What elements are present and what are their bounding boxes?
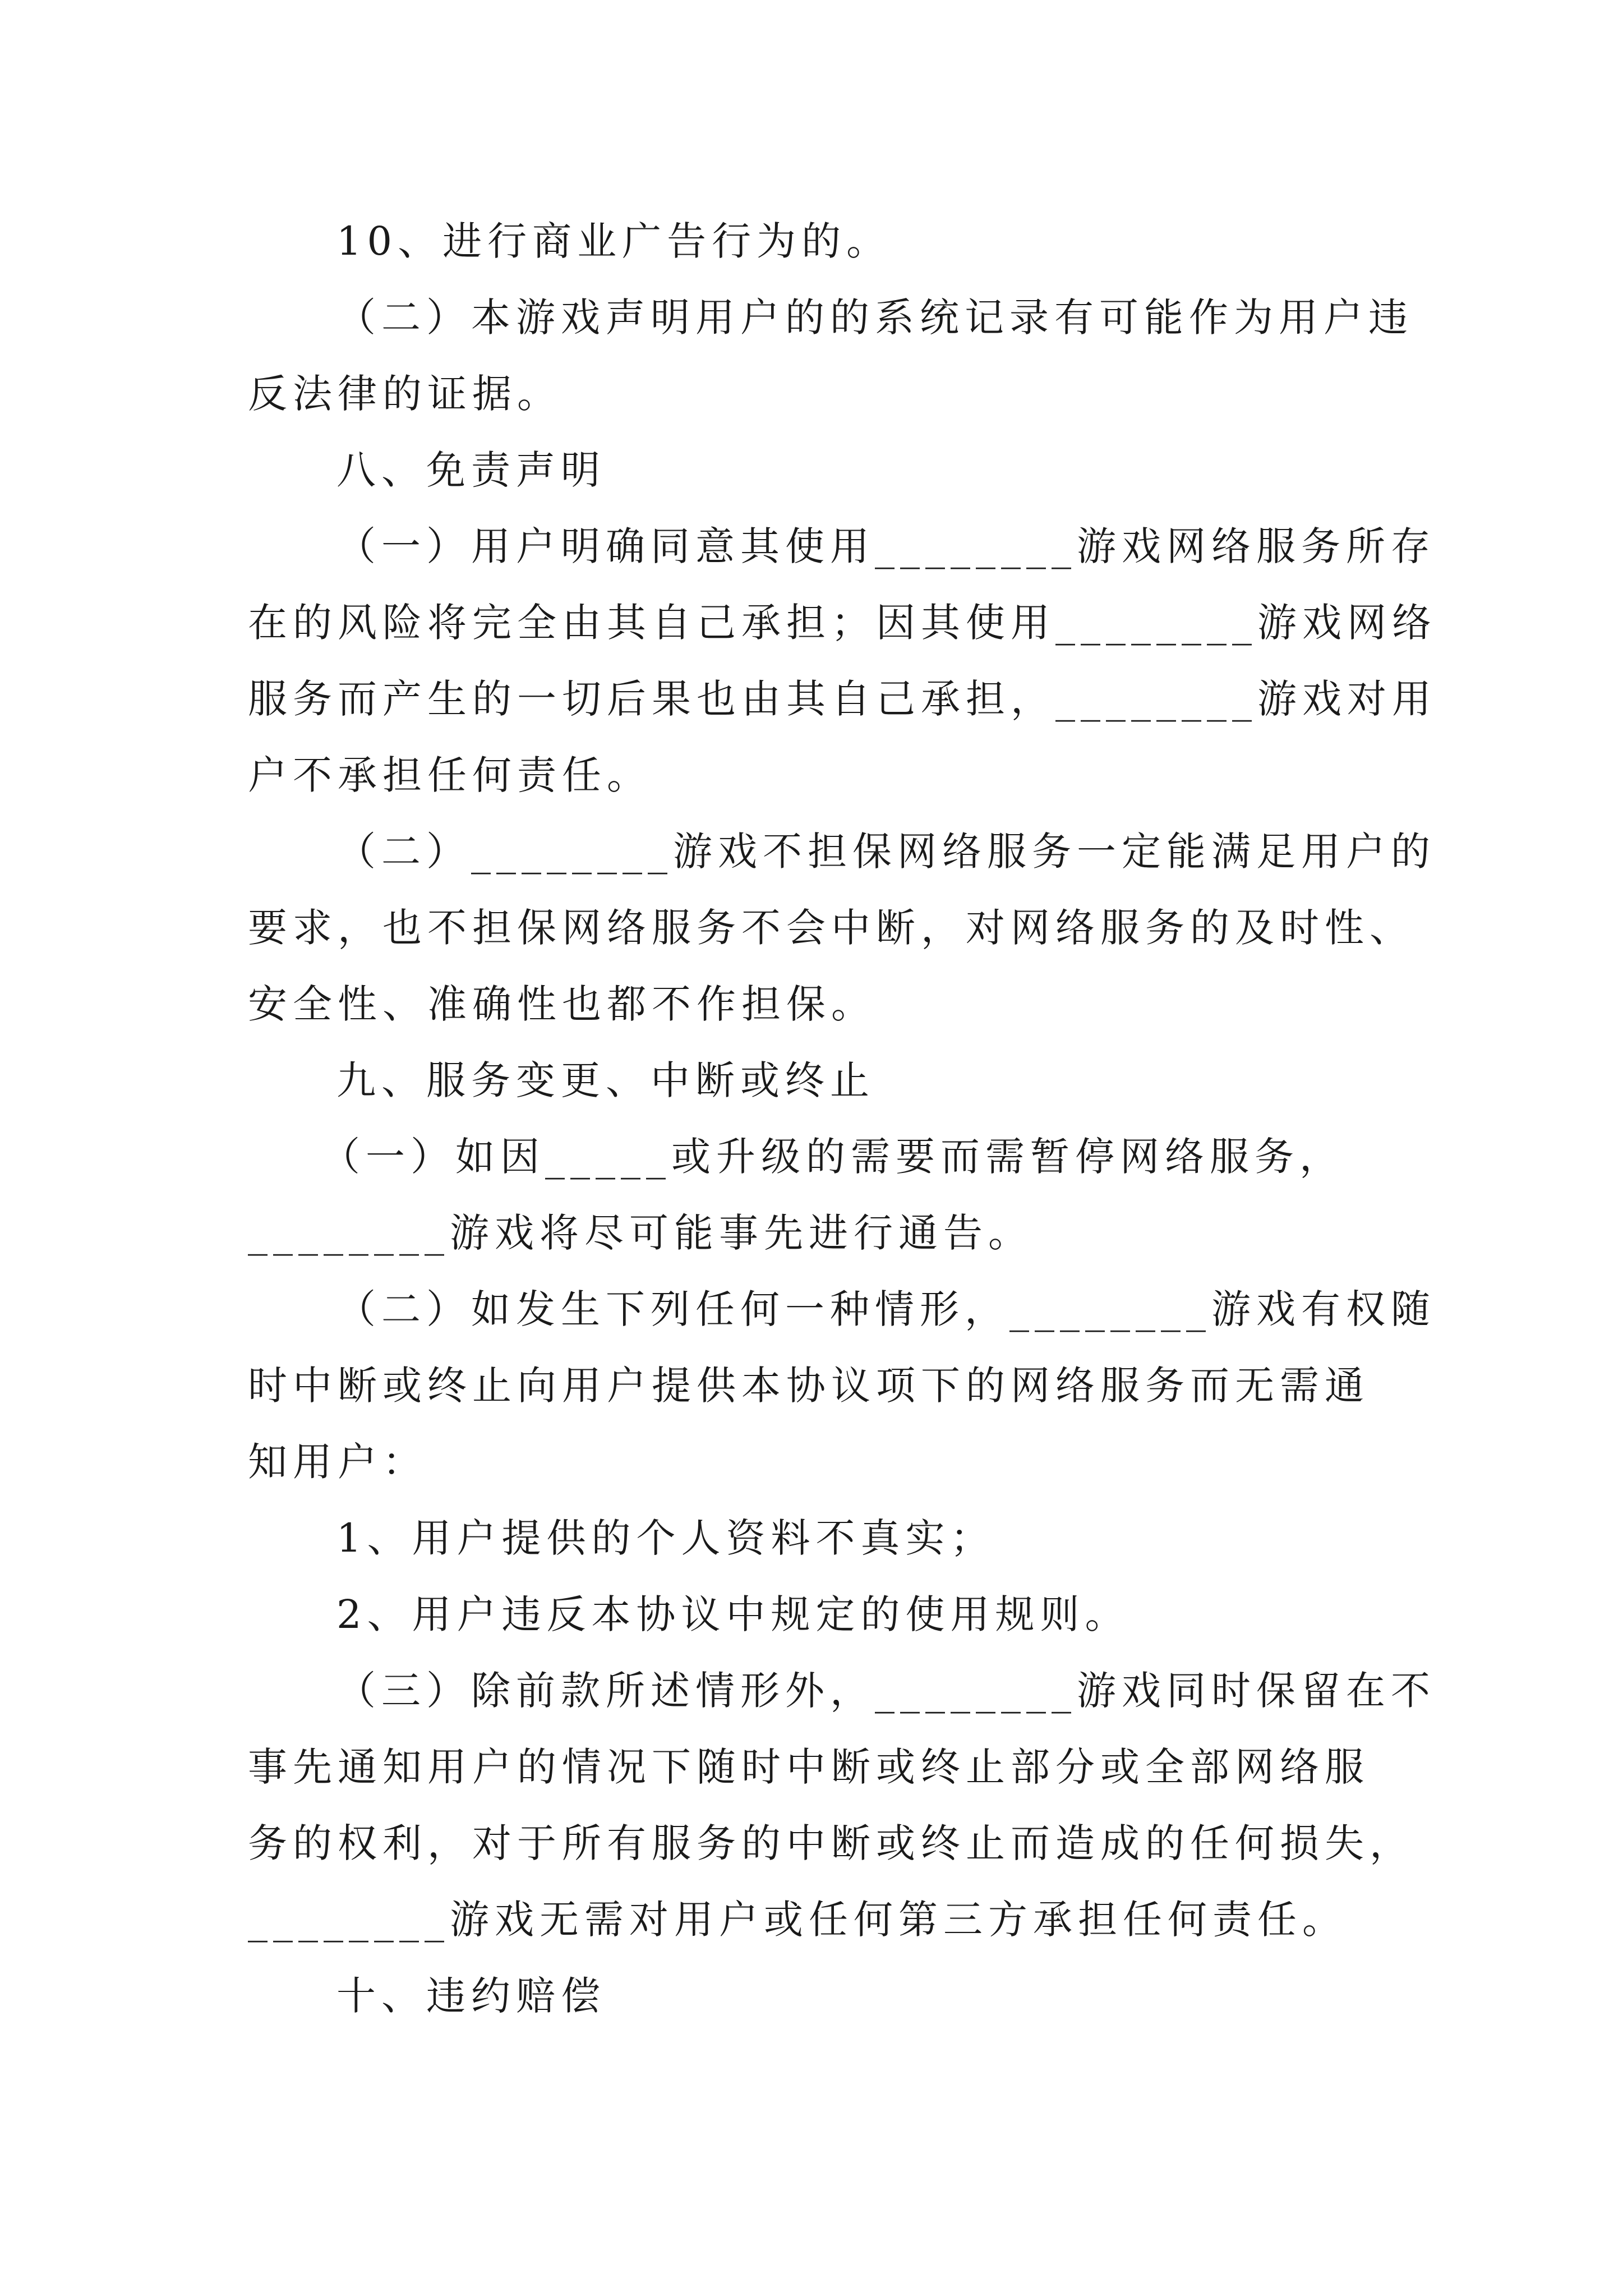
text-line: （二）如发生下列任何一种情形，________游戏有权随 bbox=[336, 1286, 1436, 1332]
section-heading: 九、服务变更、中断或终止 bbox=[336, 1057, 875, 1103]
list-item: 2、用户违反本协议中规定的使用规则。 bbox=[336, 1591, 1130, 1637]
text-line: （一）用户明确同意其使用________游戏网络服务所存 bbox=[336, 523, 1436, 569]
text-line: 户不承担任何责任。 bbox=[248, 752, 652, 798]
section-heading: 八、免责声明 bbox=[336, 447, 606, 493]
text-line: 知用户： bbox=[248, 1439, 427, 1485]
text-line: （二）本游戏声明用户的的系统记录有可能作为用户违 bbox=[336, 295, 1413, 341]
text-line: 在的风险将完全由其自己承担；因其使用________游戏网络 bbox=[248, 600, 1437, 646]
text-line: （三）除前款所述情形外，________游戏同时保留在不 bbox=[336, 1668, 1436, 1714]
text-line: 服务而产生的一切后果也由其自己承担，________游戏对用 bbox=[248, 676, 1437, 722]
text-line: 反法律的证据。 bbox=[248, 371, 562, 417]
text-line: 务的权利，对于所有服务的中断或终止而造成的任何损失， bbox=[248, 1820, 1414, 1866]
list-item: 1、用户提供的个人资料不真实； bbox=[336, 1515, 995, 1561]
text-line: 事先通知用户的情况下随时中断或终止部分或全部网络服 bbox=[248, 1744, 1370, 1790]
text-line: 时中断或终止向用户提供本协议项下的网络服务而无需通 bbox=[248, 1363, 1370, 1409]
section-heading: 十、违约赔偿 bbox=[336, 1973, 606, 2019]
document-body bbox=[248, 203, 1437, 2034]
text-line: ________游戏无需对用户或任何第三方承担任何责任。 bbox=[248, 1897, 1347, 1943]
text-line: 安全性、准确性也都不作担保。 bbox=[248, 981, 876, 1027]
text-line: 要求，也不担保网络服务不会中断，对网络服务的及时性、 bbox=[248, 905, 1414, 951]
text-line: ________游戏将尽可能事先进行通告。 bbox=[248, 1210, 1033, 1256]
text-line: （一）如因_____或升级的需要而需暂停网络服务， bbox=[321, 1134, 1344, 1180]
text-line: 10、进行商业广告行为的。 bbox=[336, 218, 892, 264]
text-line: （二）________游戏不担保网络服务一定能满足用户的 bbox=[336, 829, 1436, 875]
